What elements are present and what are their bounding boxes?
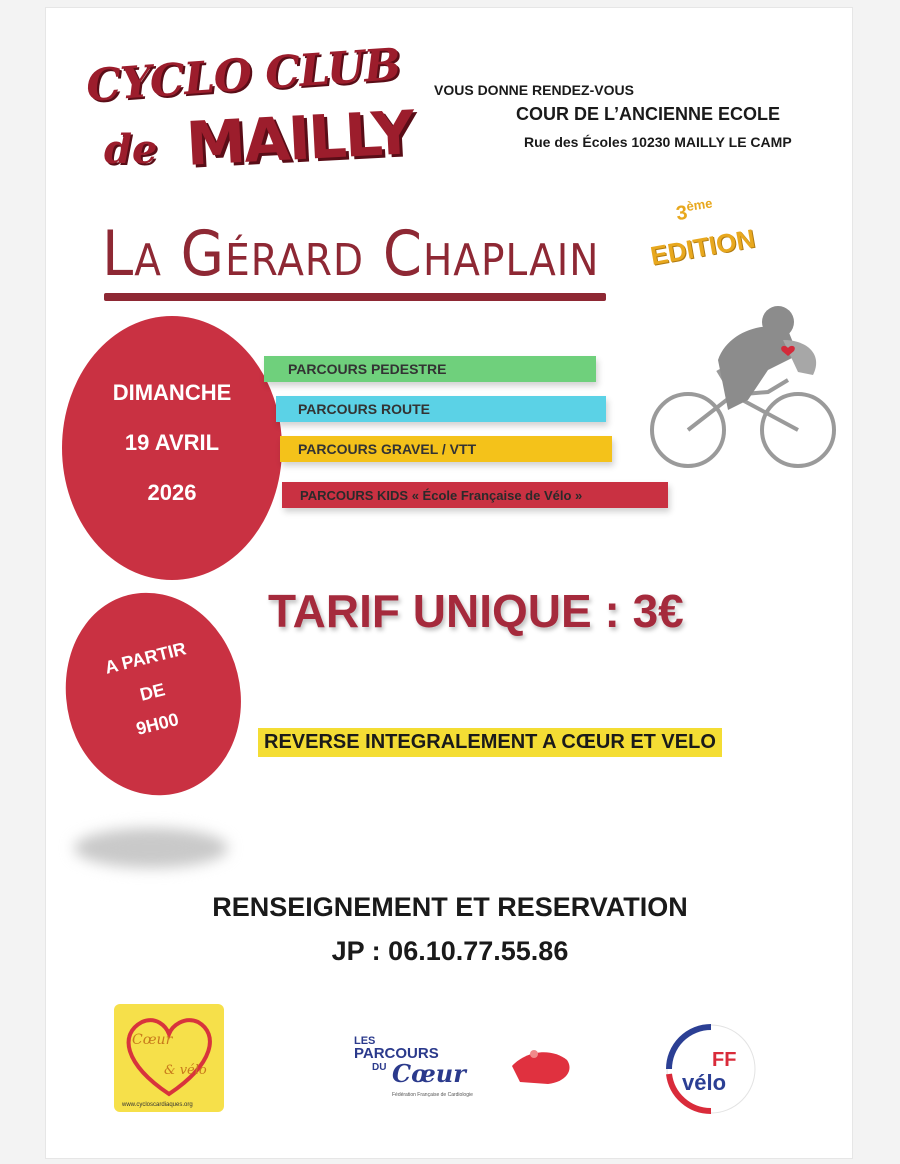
date-date: 19 AVRIL [124,430,220,455]
date-year: 2026 [147,480,197,505]
start-line2: DE [137,679,167,705]
parcours-les: LES [354,1035,376,1047]
start-line1: A PARTIR [102,638,189,678]
donation-banner: REVERSE INTEGRALEMENT A CŒUR ET VELO [258,728,722,757]
shoe-icon [512,1052,570,1084]
venue-address: Rue des Écoles 10230 MAILLY LE CAMP [524,134,792,150]
heart-icon [114,1004,224,1112]
route-gravel: PARCOURS GRAVEL / VTT [280,436,612,462]
coeur-text: Cœur [132,1032,173,1048]
ffvelo-logo [664,1022,758,1116]
parcours-du-coeur-logo [352,1030,576,1102]
parcours-word: PARCOURS [354,1045,439,1062]
velo-text: & vélo [164,1063,207,1078]
parcours-du: DU [372,1062,387,1073]
edition-suffix: ème [685,195,714,215]
club-logo-mailly: MAILLY [184,98,415,180]
route-pedestre: PARCOURS PEDESTRE [264,356,596,382]
title-underline [104,293,606,301]
edition-number [674,196,714,227]
price-heading: TARIF UNIQUE : 3€ [268,585,684,637]
club-logo-de: de [104,126,158,173]
edition-label: EDITION [648,223,758,271]
velo-word: vélo [682,1070,727,1095]
date-day: DIMANCHE [112,380,232,405]
route-kids: PARCOURS KIDS « École Française de Vélo » [282,482,668,508]
shadow-blob [74,828,228,868]
coeur-url: www.cycloscardiaques.org [122,1102,193,1108]
cyclist-icon [648,300,838,480]
flyer-page [46,8,852,1158]
edition-number-value: 3 [674,201,689,226]
event-title: La Gérard Chaplain [102,218,600,291]
start-line3: 9H00 [134,709,181,739]
parcours-sub: Fédération Française de Cardiologie [392,1092,473,1098]
club-logo-line1: CYCLO CLUB [84,39,402,112]
venue-name: COUR DE L’ANCIENNE ECOLE [516,104,781,124]
coeur-velo-logo [114,1004,224,1112]
contact-heading: RENSEIGNEMENT ET RESERVATION [212,892,688,922]
rendezvous-text: VOUS DONNE RENDEZ-VOUS [434,82,634,98]
parcours-coeur: Cœur [392,1059,466,1088]
contact-phone: JP : 06.10.77.55.86 [331,936,569,966]
route-route: PARCOURS ROUTE [276,396,606,422]
ff-text: FF [712,1049,737,1071]
